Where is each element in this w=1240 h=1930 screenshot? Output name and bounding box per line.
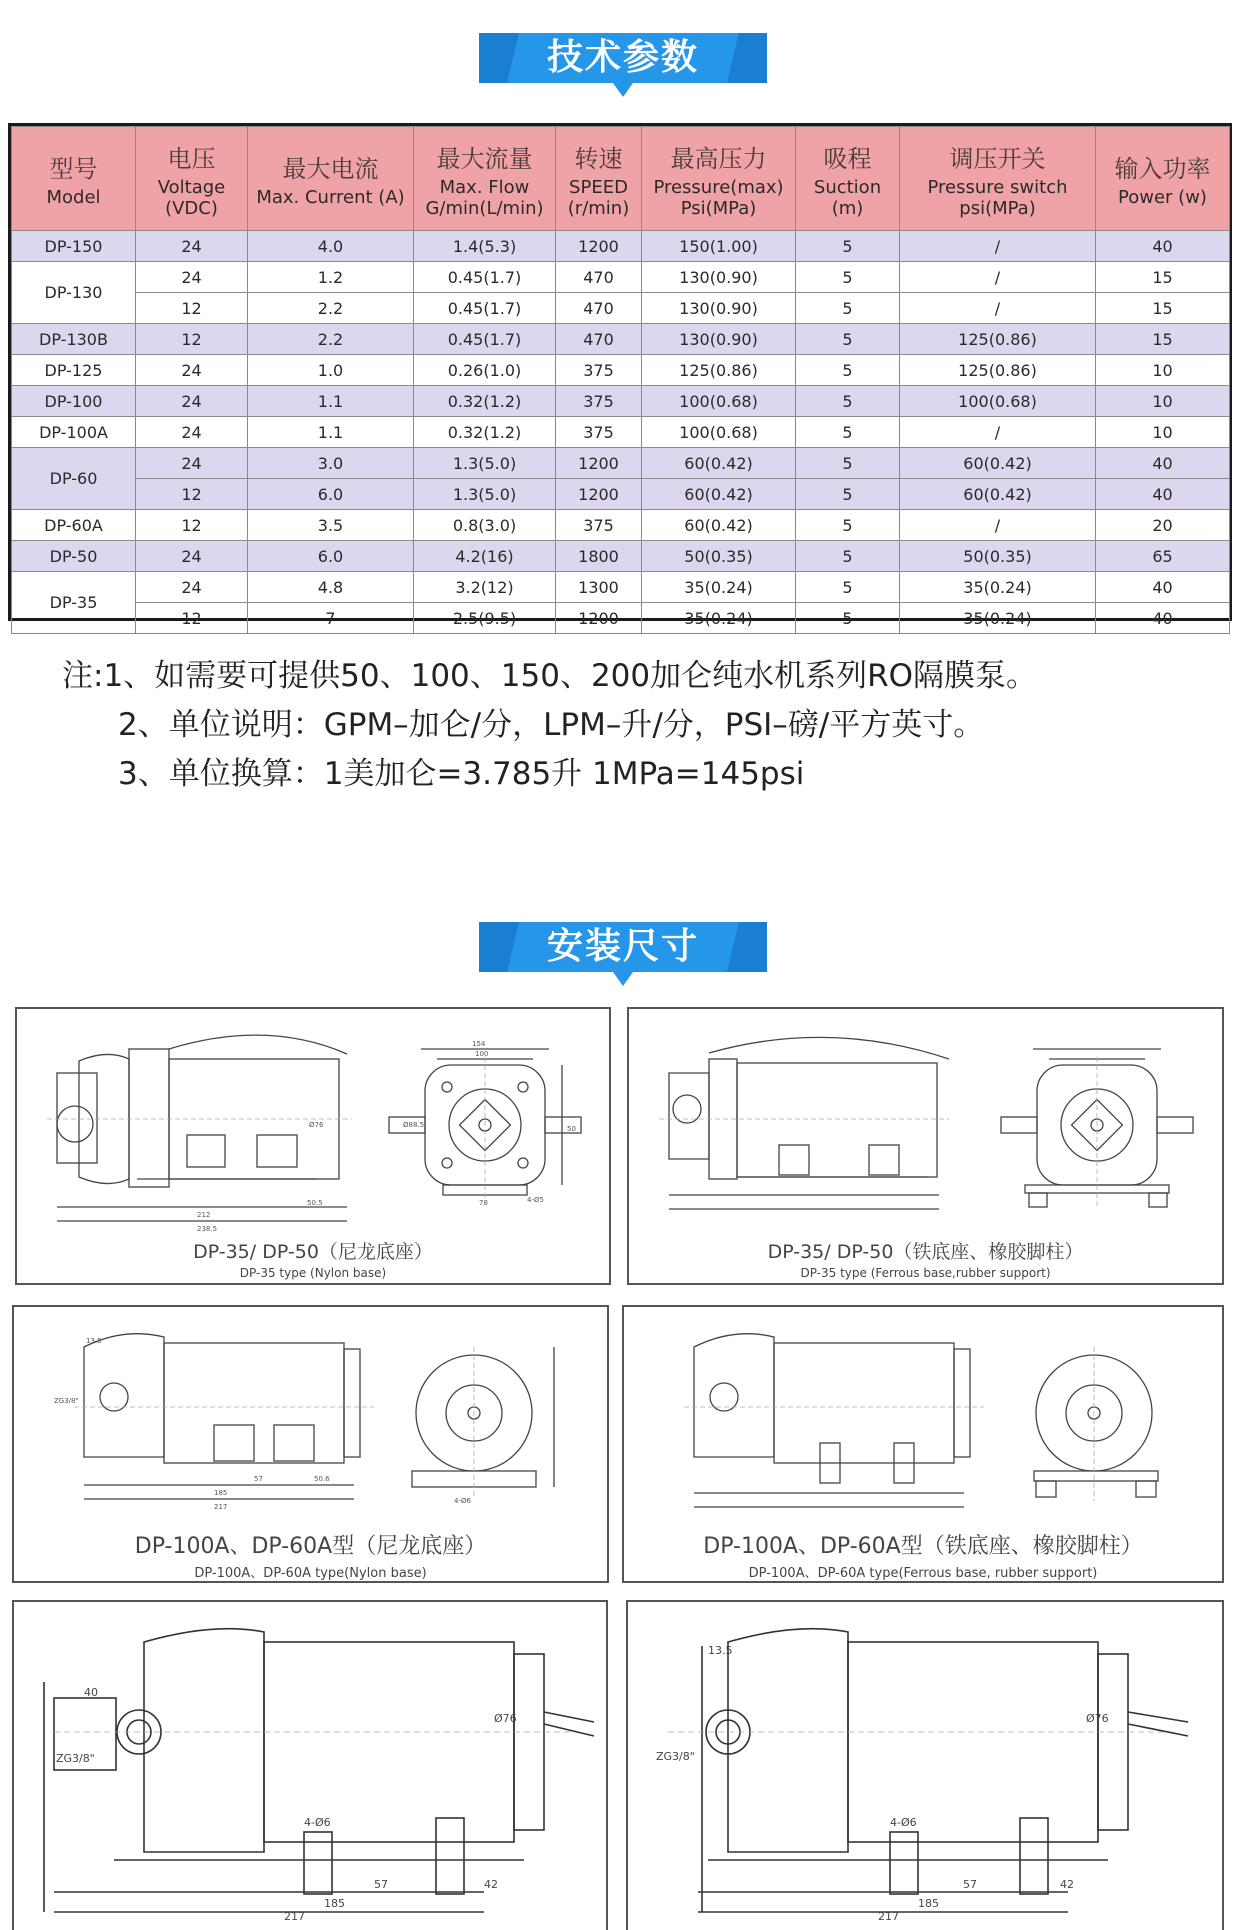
model-cell: DP-100A [12,417,136,448]
svg-text:40: 40 [84,1686,98,1699]
table-cell: 125(0.86) [642,355,796,386]
table-row [12,293,1230,324]
header-flow: 最大流量 Max. Flow G/min(L/min) [414,127,556,231]
table-cell: 0.32(1.2) [414,417,556,448]
table-row [12,262,1230,293]
section-title: 技术参数 [546,37,699,78]
table-cell: 6.0 [248,479,414,510]
table-cell: 100(0.68) [642,417,796,448]
table-cell: 130(0.90) [642,262,796,293]
table-cell: 1.1 [248,417,414,448]
table-cell: 5 [796,479,900,510]
table-cell: 20 [1096,510,1230,541]
table-cell: 5 [796,231,900,262]
table-cell: 24 [136,355,248,386]
model-cell: DP-130B [12,324,136,355]
table-cell: 40 [1096,479,1230,510]
drawing-caption: DP-100A、DP-60A型（尼龙底座） [134,1534,487,1559]
model-cell: DP-125 [12,355,136,386]
svg-text:Ø76: Ø76 [494,1712,517,1725]
table-cell: 50(0.35) [900,541,1096,572]
section-title: 安装尺寸 [546,926,699,967]
table-cell: 15 [1096,324,1230,355]
drawing-dp35-ferrous [627,1007,1224,1285]
table-cell: 15 [1096,262,1230,293]
table-cell: 12 [136,510,248,541]
table-row [12,479,1230,510]
model-cell: DP-130 [12,262,136,324]
table-cell: 40 [1096,231,1230,262]
table-cell: 0.45(1.7) [414,293,556,324]
header-speed: 转速 SPEED (r/min) [556,127,642,231]
table-cell: 5 [796,510,900,541]
table-cell: 4.0 [248,231,414,262]
table-cell: 375 [556,417,642,448]
table-cell: 5 [796,386,900,417]
table-cell: 1.2 [248,262,414,293]
table-row [12,417,1230,448]
table-cell: / [900,231,1096,262]
table-cell: 0.45(1.7) [414,324,556,355]
svg-text:57: 57 [254,1475,263,1483]
table-cell: 5 [796,448,900,479]
header-voltage: 电压 Voltage (VDC) [136,127,248,231]
table-cell: 2.2 [248,293,414,324]
table-cell: 1.3(5.0) [414,479,556,510]
table-row [12,510,1230,541]
table-cell: 1.4(5.3) [414,231,556,262]
table-cell: 3.5 [248,510,414,541]
table-row [12,448,1230,479]
svg-text:154: 154 [472,1040,486,1048]
table-cell: 1800 [556,541,642,572]
drawing-dp100a-ferrous [622,1305,1224,1583]
table-cell: 24 [136,417,248,448]
table-cell: 5 [796,293,900,324]
drawing-caption-en: DP-100A、DP-60A type(Ferrous base, rubber support) [748,1566,1098,1581]
table-cell: 40 [1096,572,1230,603]
table-cell: 40 [1096,448,1230,479]
svg-text:57: 57 [963,1878,977,1891]
table-cell: 1200 [556,448,642,479]
table-cell: 1200 [556,603,642,634]
svg-text:4-Ø5: 4-Ø5 [527,1196,544,1204]
table-cell: 375 [556,510,642,541]
svg-text:185: 185 [214,1489,228,1497]
table-cell: 12 [136,479,248,510]
table-cell: 375 [556,386,642,417]
table-row [12,355,1230,386]
table-cell: 35(0.24) [900,572,1096,603]
note-3: 3、单位换算：1美加仑=3.785升 1MPa=145psi [118,756,805,792]
table-header-row [12,127,1230,231]
spec-table [8,123,1232,628]
model-cell: DP-100 [12,386,136,417]
table-cell: 35(0.24) [900,603,1096,634]
model-cell: DP-50 [12,541,136,572]
drawing-dp100a-nylon [12,1305,609,1583]
note-1: 注:1、如需要可提供50、100、150、200加仑纯水机系列RO隔膜泵。 [62,658,1038,694]
table-cell: 12 [136,293,248,324]
svg-text:Ø76: Ø76 [1086,1712,1109,1725]
table-cell: 5 [796,541,900,572]
table-row [12,541,1230,572]
table-cell: 24 [136,572,248,603]
table-cell: 40 [1096,603,1230,634]
table-cell: 5 [796,572,900,603]
table-cell: 60(0.42) [642,510,796,541]
header-pressure: 最高压力 Pressure(max) Psi(MPa) [642,127,796,231]
table-cell: 100(0.68) [642,386,796,417]
svg-text:42: 42 [484,1878,498,1891]
table-cell: 375 [556,355,642,386]
table-cell: 5 [796,324,900,355]
table-cell: 130(0.90) [642,324,796,355]
table-cell: 24 [136,262,248,293]
table-cell: 10 [1096,355,1230,386]
table-row [12,231,1230,262]
table-row [12,572,1230,603]
pump-drawing-detail [14,1602,610,1922]
section-banner-specs [479,33,767,83]
header-pressure-switch: 调压开关 Pressure switch psi(MPa) [900,127,1096,231]
notes [62,652,1037,799]
note-2: 2、单位说明：GPM–加仑/分，LPM–升/分，PSI–磅/平方英寸。 [118,707,985,743]
table-cell: 125(0.86) [900,324,1096,355]
svg-text:50.6: 50.6 [314,1475,330,1483]
table-cell: 35(0.24) [642,603,796,634]
model-cell: DP-60 [12,448,136,510]
table-cell: 1.0 [248,355,414,386]
table-cell: 0.45(1.7) [414,262,556,293]
table-cell: 60(0.42) [642,479,796,510]
drawing-large-right [626,1600,1224,1930]
table-cell: 10 [1096,417,1230,448]
table-cell: 1200 [556,231,642,262]
svg-text:78: 78 [479,1199,488,1207]
table-cell: 15 [1096,293,1230,324]
table-cell: 5 [796,603,900,634]
svg-text:4-Ø6: 4-Ø6 [454,1497,471,1505]
svg-text:50: 50 [567,1125,576,1133]
drawing-caption-en: DP-35 type (Nylon base) [239,1266,387,1280]
table-cell: 7 [248,603,414,634]
svg-text:4-Ø6: 4-Ø6 [304,1816,331,1829]
table-cell: / [900,293,1096,324]
table-cell: 4.8 [248,572,414,603]
table-cell: 65 [1096,541,1230,572]
drawing-caption-en: DP-100A、DP-60A type(Nylon base) [194,1566,427,1581]
table-cell: 60(0.42) [642,448,796,479]
table-cell: 1.1 [248,386,414,417]
table-cell: 5 [796,262,900,293]
table-cell: 0.8(3.0) [414,510,556,541]
table-cell: 60(0.42) [900,448,1096,479]
table-row [12,603,1230,634]
table-cell: 130(0.90) [642,293,796,324]
table-cell: 35(0.24) [642,572,796,603]
model-cell: DP-60A [12,510,136,541]
svg-text:185: 185 [324,1897,345,1910]
table-cell: 470 [556,262,642,293]
table-cell: 2.2 [248,324,414,355]
svg-text:Ø88.5: Ø88.5 [403,1121,425,1129]
svg-text:4-Ø6: 4-Ø6 [890,1816,917,1829]
svg-text:13.5: 13.5 [86,1337,102,1345]
table-cell: 1.3(5.0) [414,448,556,479]
header-suction: 吸程 Suction (m) [796,127,900,231]
drawing-caption-en: DP-35 type (Ferrous base,rubber support) [800,1266,1051,1280]
svg-text:ZG3/8": ZG3/8" [56,1752,95,1765]
table-cell: 3.0 [248,448,414,479]
table-cell: 0.32(1.2) [414,386,556,417]
table-cell: 125(0.86) [900,355,1096,386]
table-cell: 1200 [556,479,642,510]
table-cell: 5 [796,417,900,448]
table-cell: 5 [796,355,900,386]
table-cell: 60(0.42) [900,479,1096,510]
svg-text:238.5: 238.5 [197,1225,218,1233]
svg-text:ZG3/8": ZG3/8" [656,1750,695,1763]
pump-drawing-detail [628,1602,1226,1922]
header-model: 型号 Model [12,127,136,231]
table-cell: 470 [556,324,642,355]
table-cell: 150(1.00) [642,231,796,262]
svg-text:217: 217 [878,1910,899,1922]
table-cell: 12 [136,603,248,634]
svg-text:57: 57 [374,1878,388,1891]
table-cell: 6.0 [248,541,414,572]
model-cell: DP-150 [12,231,136,262]
svg-text:Ø76: Ø76 [309,1121,324,1129]
table-row [12,386,1230,417]
svg-text:13.5: 13.5 [708,1644,733,1657]
table-cell: 470 [556,293,642,324]
svg-text:100: 100 [475,1050,489,1058]
table-cell: 24 [136,231,248,262]
header-power: 输入功率 Power (w) [1096,127,1230,231]
table-cell: 24 [136,448,248,479]
svg-text:ZG3/8": ZG3/8" [54,1397,79,1405]
model-cell: DP-35 [12,572,136,634]
header-current: 最大电流 Max. Current (A) [248,127,414,231]
table-cell: 100(0.68) [900,386,1096,417]
drawing-dp35-nylon [15,1007,611,1285]
svg-text:50.5: 50.5 [307,1199,323,1207]
table-cell: 1300 [556,572,642,603]
svg-text:212: 212 [197,1211,211,1219]
table-cell: 3.2(12) [414,572,556,603]
table-cell: 0.26(1.0) [414,355,556,386]
table-cell: 10 [1096,386,1230,417]
table-cell: / [900,510,1096,541]
svg-text:217: 217 [214,1503,228,1511]
svg-text:42: 42 [1060,1878,1074,1891]
drawing-caption: DP-100A、DP-60A型（铁底座、橡胶脚柱） [703,1534,1143,1559]
section-banner-dimensions [479,922,767,972]
table-row [12,324,1230,355]
drawing-large-left [12,1600,608,1930]
table-cell: 2.5(9.5) [414,603,556,634]
table-cell: 24 [136,386,248,417]
table-cell: 12 [136,324,248,355]
svg-text:217: 217 [284,1910,305,1922]
table-cell: / [900,262,1096,293]
table-cell: 24 [136,541,248,572]
drawing-caption: DP-35/ DP-50（尼龙底座） [193,1241,433,1263]
table-cell: 50(0.35) [642,541,796,572]
table-cell: / [900,417,1096,448]
drawing-caption: DP-35/ DP-50（铁底座、橡胶脚柱） [767,1241,1084,1263]
table-cell: 4.2(16) [414,541,556,572]
svg-text:185: 185 [918,1897,939,1910]
